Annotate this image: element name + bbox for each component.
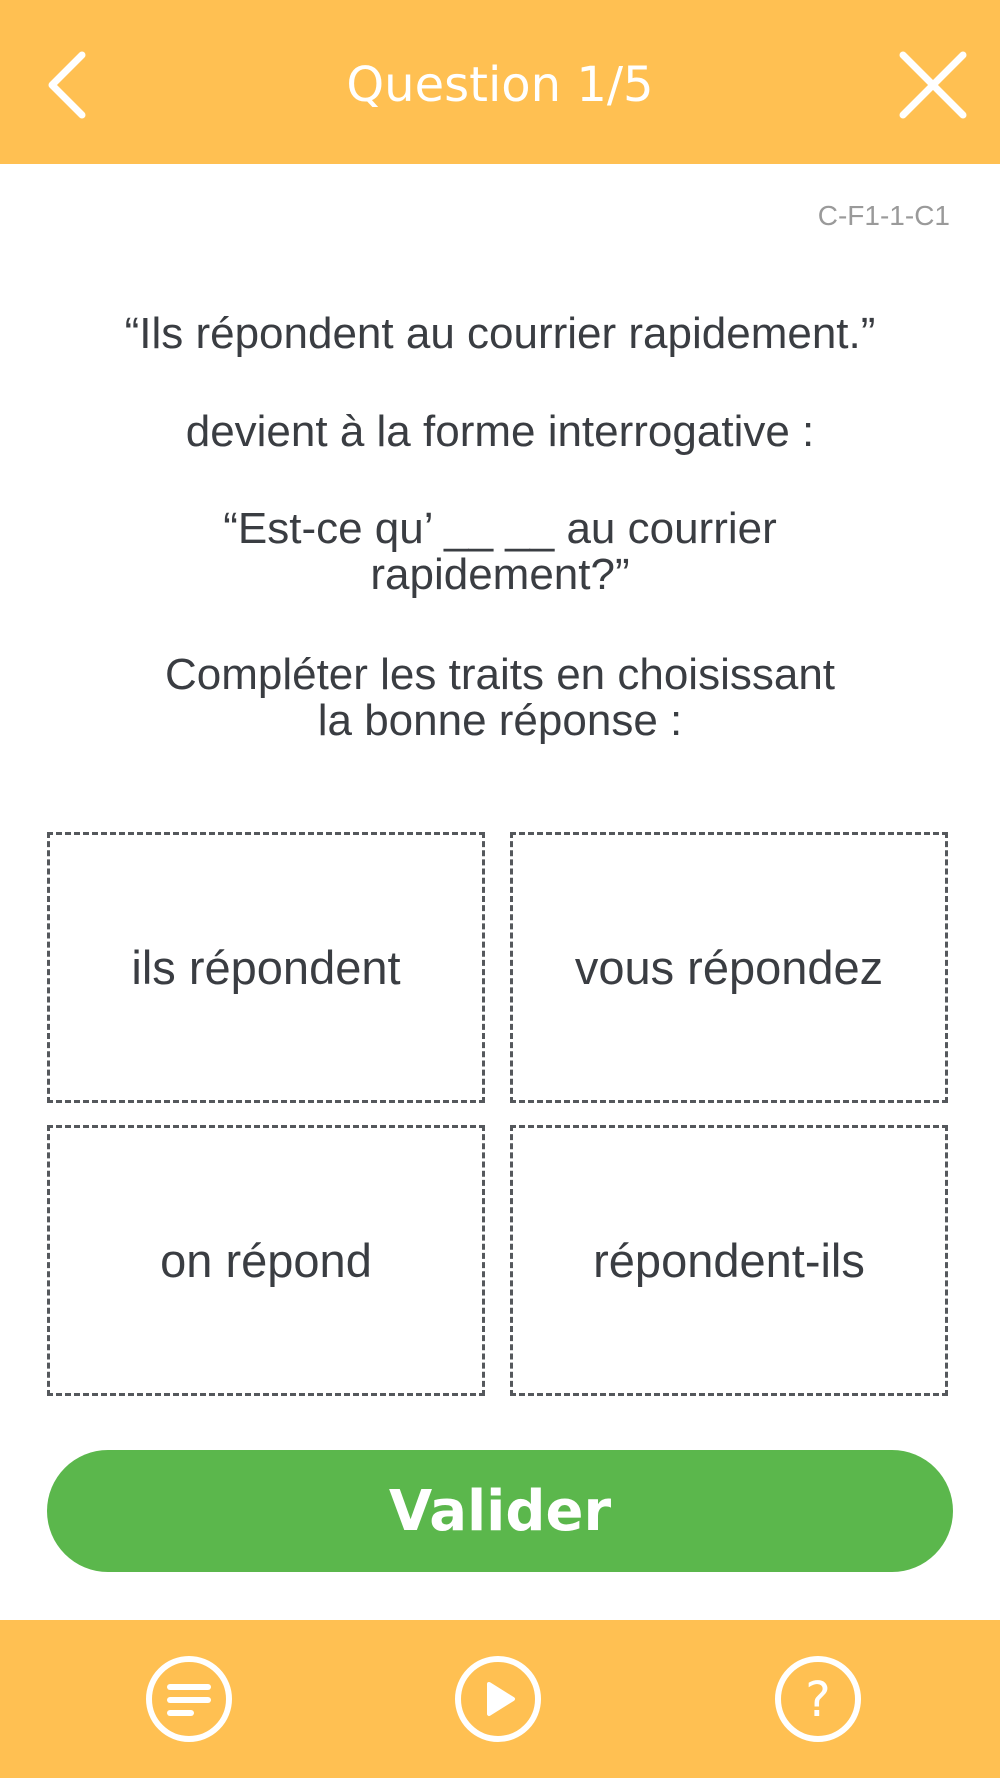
answer-option-label: vous répondez — [574, 941, 884, 994]
question-template-line1: “Est-ce qu’ __ __ au courrier — [223, 504, 777, 553]
answer-option-label: ils répondent — [131, 941, 401, 994]
question-template-line2: rapidement?” — [370, 550, 630, 599]
question-code: C-F1-1-C1 — [817, 200, 950, 231]
question-prompt-line1: Compléter les traits en choisissant — [164, 650, 836, 699]
question-prompt-line2: la bonne réponse : — [317, 696, 683, 745]
svg-text:?: ? — [805, 1672, 831, 1728]
answer-option-label: répondent-ils — [593, 1234, 865, 1287]
play-icon — [452, 1653, 544, 1745]
close-button[interactable] — [888, 40, 978, 130]
answer-option-3[interactable] — [47, 1125, 485, 1396]
menu-icon — [143, 1653, 235, 1745]
answer-option-1[interactable] — [47, 832, 485, 1103]
question-template — [100, 506, 900, 598]
menu-button[interactable] — [143, 1653, 235, 1745]
help-icon — [772, 1653, 864, 1745]
answer-option-2[interactable] — [510, 832, 948, 1103]
question-sentence: “Ils répondent au courrier rapidement.” — [124, 309, 876, 358]
bottom-bar — [0, 1620, 1000, 1778]
close-icon — [888, 40, 978, 130]
help-button[interactable] — [772, 1653, 864, 1745]
answer-option-4[interactable] — [510, 1125, 948, 1396]
question-prompt — [100, 652, 900, 744]
top-bar — [0, 0, 1000, 164]
answer-option-label: on répond — [160, 1234, 372, 1287]
validate-button[interactable]: Valider — [47, 1450, 953, 1572]
question-instruction: devient à la forme interrogative : — [185, 407, 815, 456]
page-title: Question 1/5 — [346, 57, 654, 113]
play-button[interactable] — [452, 1653, 544, 1745]
